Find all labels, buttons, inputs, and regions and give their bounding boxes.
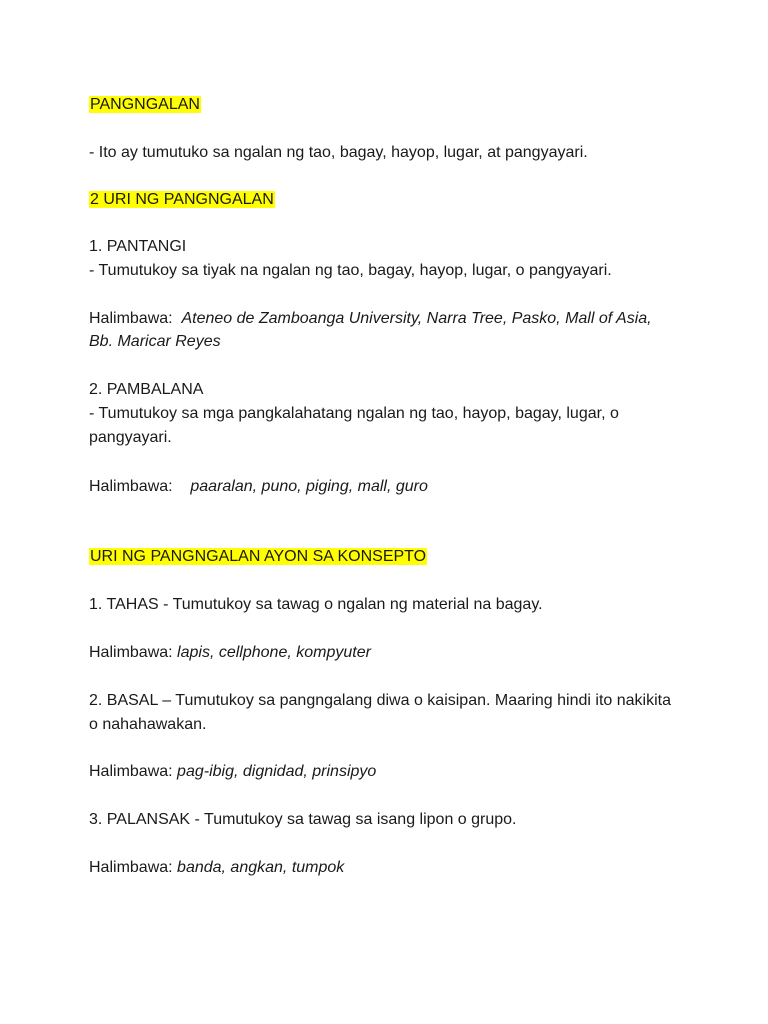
pantangi-example-cont: Bb. Maricar Reyes [89, 333, 221, 350]
example-label: Halimbawa: [89, 644, 173, 661]
basal-title: 2. BASAL – Tumutukoy sa pangngalang diwa o kaisipan. Maaring hindi ito nakikita [89, 692, 671, 709]
example-label: Halimbawa: [89, 763, 173, 780]
example-label: Halimbawa: [89, 310, 173, 327]
pantangi-title: 1. PANTANGI [89, 238, 187, 255]
tahas-example [89, 642, 371, 664]
definition-text: - Ito ay tumutuko sa ngalan ng tao, bagay, hayop, lugar, at pangyayari. [89, 144, 588, 161]
example-values: banda, angkan, tumpok [177, 859, 345, 876]
example-values: pag-ibig, dignidad, prinsipyo [177, 763, 377, 780]
example-values: Ateneo de Zamboanga University, Narra Tree, Pasko, Mall of Asia, [181, 310, 652, 327]
example-label: Halimbawa: [89, 478, 173, 495]
palansak-example [89, 857, 344, 879]
heading-pangngalan: PANGNGALAN [90, 96, 200, 113]
heading-konsepto: URI NG PANGNGALAN AYON SA KONSEPTO [90, 548, 427, 565]
example-values: lapis, cellphone, kompyuter [177, 644, 371, 661]
pantangi-description: - Tumutukoy sa tiyak na ngalan ng tao, bagay, hayop, lugar, o pangyayari. [89, 262, 612, 279]
pantangi-example [89, 308, 652, 330]
tahas-title: 1. TAHAS - Tumutukoy sa tawag o ngalan ng material na bagay. [89, 596, 543, 613]
pambalana-example [89, 476, 428, 498]
basal-example [89, 761, 376, 783]
palansak-title: 3. PALANSAK - Tumutukoy sa tawag sa isang lipon o grupo. [89, 811, 517, 828]
heading-2-uri: 2 URI NG PANGNGALAN [90, 191, 274, 208]
example-values: paaralan, puno, piging, mall, guro [190, 478, 428, 495]
basal-title-cont: o nahahawakan. [89, 716, 207, 733]
pambalana-title: 2. PAMBALANA [89, 381, 204, 398]
example-label: Halimbawa: [89, 859, 173, 876]
pambalana-description-cont: pangyayari. [89, 429, 172, 446]
pambalana-description: - Tumutukoy sa mga pangkalahatang ngalan ng tao, hayop, bagay, lugar, o [89, 405, 619, 422]
